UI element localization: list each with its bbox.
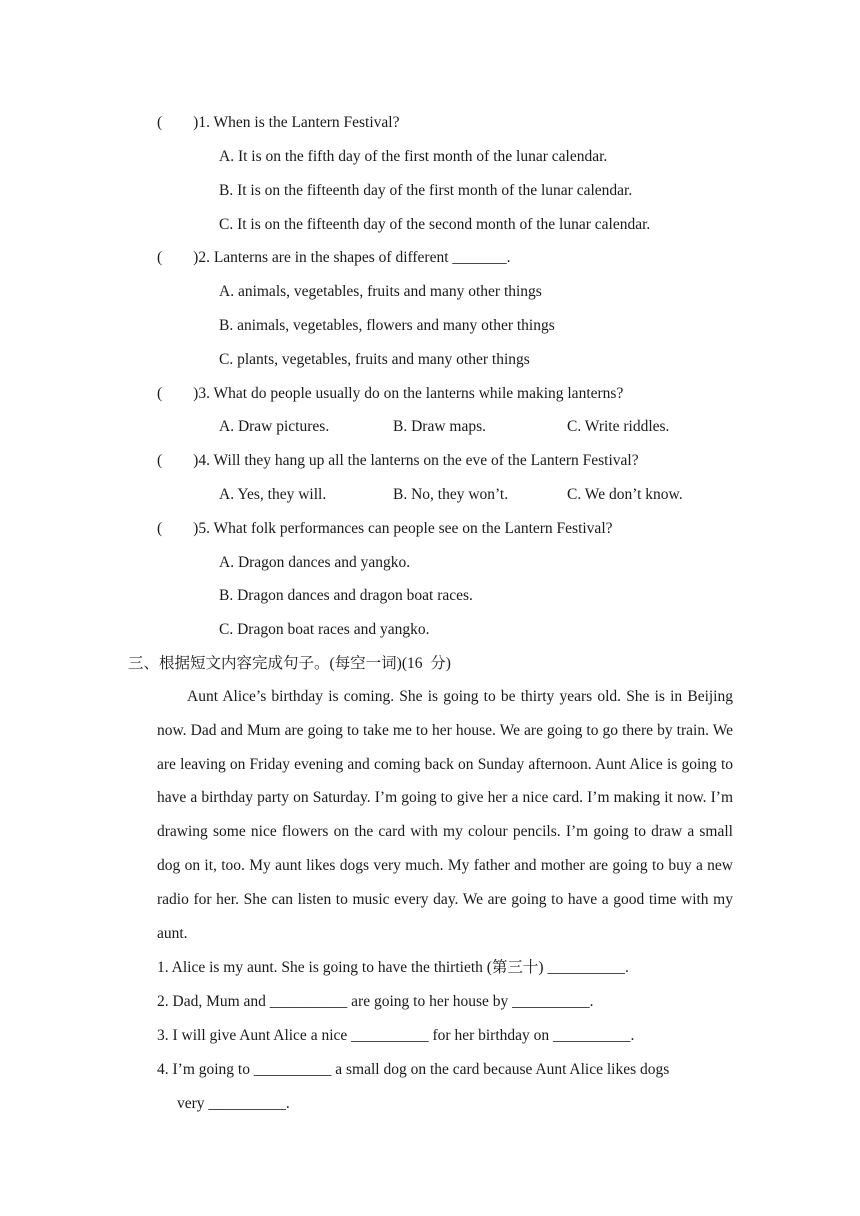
fill-item-2: 2. Dad, Mum and __________ are going to her house by __________. (157, 993, 594, 1010)
question-2-stem: ( )2. Lanterns are in the shapes of different _______. (157, 249, 511, 266)
question-4-option-a: A. Yes, they will. (219, 486, 327, 503)
question-4-stem: ( )4. Will they hang up all the lanterns on the eve of the Lantern Festival? (157, 452, 639, 469)
question-3-option-c: C. Write riddles. (567, 418, 670, 435)
question-1-option-b: B. It is on the fifteenth day of the first month of the lunar calendar. (219, 182, 633, 199)
question-2-option-c: C. plants, vegetables, fruits and many other things (219, 351, 530, 368)
section-3-heading: 三、根据短文内容完成句子。(每空一词)(16 分) (128, 655, 451, 672)
question-4-option-b: B. No, they won’t. (393, 486, 509, 503)
question-3-option-a: A. Draw pictures. (219, 418, 330, 435)
question-5-option-a: A. Dragon dances and yangko. (219, 554, 411, 571)
question-5-option-c: C. Dragon boat races and yangko. (219, 621, 430, 638)
fill-item-1: 1. Alice is my aunt. She is going to have the thirtieth (第三十) __________. (157, 959, 629, 976)
question-5-option-b: B. Dragon dances and dragon boat races. (219, 587, 473, 604)
reading-passage: Aunt Alice’s birthday is coming. She is going to be thirty years old. She is in Beijing now. Dad and Mum are going to take me to her house. We are going to go there by train. We are leaving on Friday evening and coming back on Sunday afternoon. Aunt Alice is going to have a birthday party on Saturday. I’m going to give her a nice card. I’m making it now. I’m drawing some nice flowers on the card with my colour pencils. I’m going to draw a small dog on it, too. My aunt likes dogs very much. My father and mother are going to buy a new radio for her. She can listen to music every day. We are going to have a good time with my aunt. (157, 688, 733, 942)
question-2-option-a: A. animals, vegetables, fruits and many other things (219, 283, 542, 300)
question-3-option-b: B. Draw maps. (393, 418, 486, 435)
fill-item-4-continuation: very __________. (177, 1095, 290, 1112)
question-1-option-c: C. It is on the fifteenth day of the second month of the lunar calendar. (219, 216, 651, 233)
question-2-option-b: B. animals, vegetables, flowers and many other things (219, 317, 555, 334)
question-5-stem: ( )5. What folk performances can people see on the Lantern Festival? (157, 520, 613, 537)
question-1-option-a: A. It is on the fifth day of the first month of the lunar calendar. (219, 148, 608, 165)
question-3-stem: ( )3. What do people usually do on the lanterns while making lanterns? (157, 385, 624, 402)
fill-item-3: 3. I will give Aunt Alice a nice __________ for her birthday on __________. (157, 1027, 635, 1044)
fill-item-4: 4. I’m going to __________ a small dog on the card because Aunt Alice likes dogs (157, 1061, 670, 1078)
question-1-stem: ( )1. When is the Lantern Festival? (157, 114, 400, 131)
question-4-option-c: C. We don’t know. (567, 486, 683, 503)
